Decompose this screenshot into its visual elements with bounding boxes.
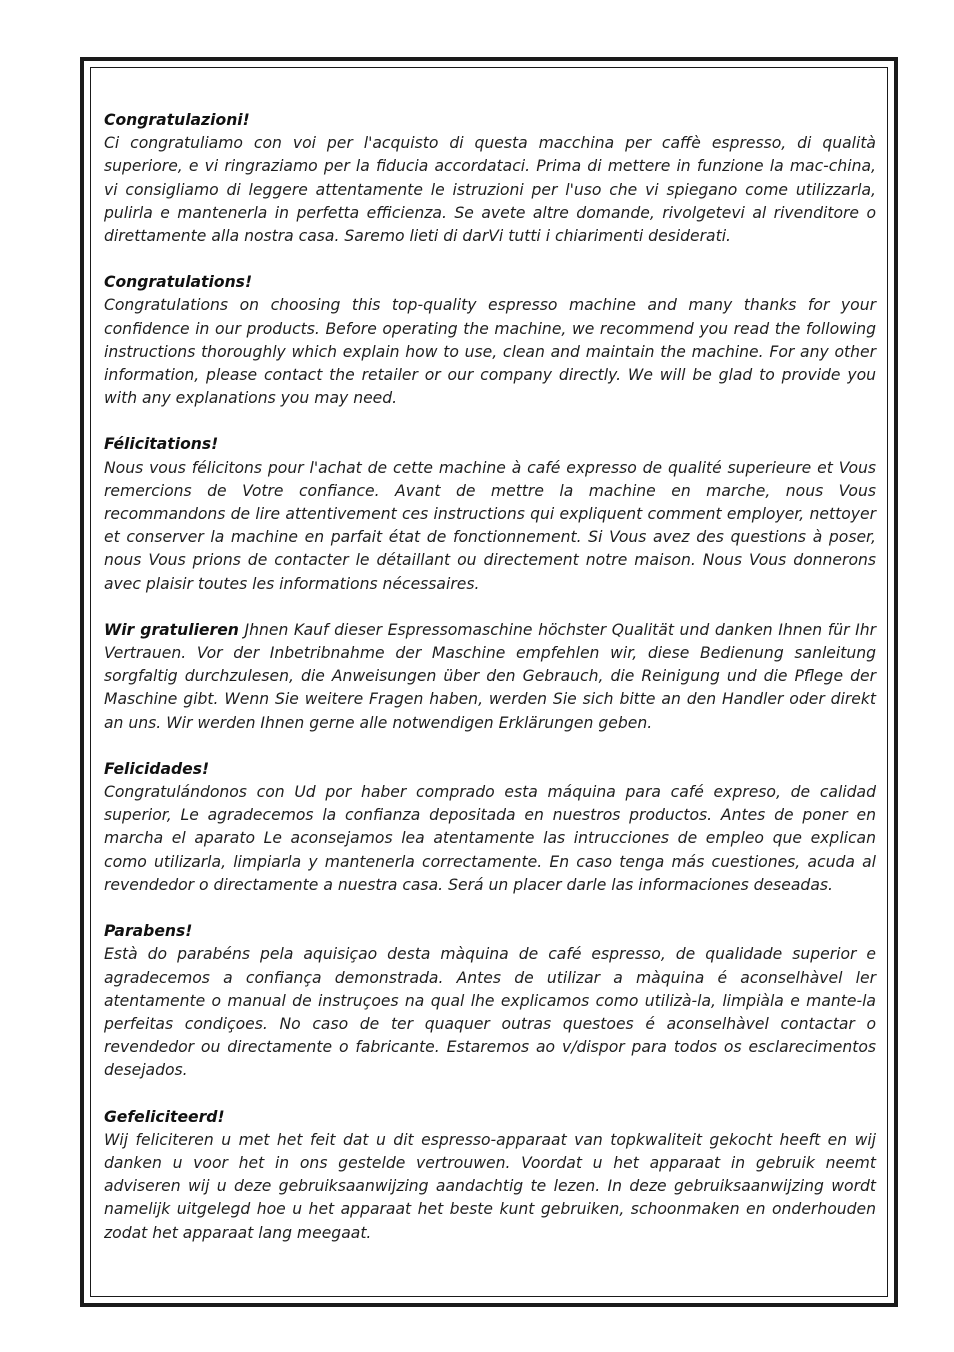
section-dutch [104, 1106, 876, 1245]
section-body-german: Jhnen Kauf dieser Espressomaschine höchster Qualität und danken Ihnen für Ihr Vertrauen. Vor der Inbetribnahme der Maschine empfehlen wir, diese Bedienung sanleitung sorgfaltig durchzulesen, die Anweisungen über den Gebrauch, die Reinigung und die Pflege der Maschine gibt. Wenn Sie weitere Fragen haben, werden Sie sich bitte an den Handler oder direkt an uns. Wir werden Ihnen gerne alle notwendigen Erklärungen geben. [104, 620, 876, 732]
section-french [104, 433, 876, 595]
section-italian [104, 109, 876, 248]
section-body-english: Congratulations on choosing this top-quality espresso machine and many thanks for your confidence in our products. Before operating the machine, we recommend you read the following instructions thoroughly which explain how to use, clean and maintain the machine. For any other information, please contact the retailer or our company directly. We will be glad to provide you with any explanations you may need. [104, 296, 876, 408]
document-body [104, 109, 876, 1268]
section-heading-french: Félicitations! [104, 435, 219, 454]
section-heading-spanish: Felicidades! [104, 759, 210, 778]
section-heading-italian: Congratulazioni! [104, 111, 250, 129]
section-body-portuguese: Està do parabéns pela aquisiçao desta màquina de café espresso, de qualidade superior e agradecemos a confiança demonstrada. Antes de utilizar a màquina é aconselhàvel ler atentamente o manual de instruçoes na qual lhe explicamos como utilizà-la, limpiàla e mante-la perfeitas condiçoes. No caso de ter quaquer outras questoes é aconselhàvel contactar o revendedor ou directamente o fabricante. Estaremos ao v/dispor para todos os esclarecimentos desejados. [104, 945, 876, 1080]
section-heading-dutch: Gefeliciteerd! [104, 1107, 225, 1126]
section-body-french: Nous vous félicitons pour l'achat de cette machine à café expresso de qualité superieure et Vous remercions de Votre confiance. Avant de mettre la machine en marche, nous Vous recommandons de lire attentivement ces instructions qui expliquent comment employer, nettoyer et conserver la machine en parfait état de fonctionnement. Si Vous avez des questions à poser, nous Vous prions de contacter le détaillant ou directement notre maison. Nous Vous donnerons avec plaisir toutes les informations nécessaires. [104, 458, 876, 593]
section-body-spanish: Congratulándonos con Ud por haber comprado esta máquina para café expreso, de calidad superior, Le agradecemos la confianza depositada en nuestros productos. Antes de poner en marcha el aparato Le aconsejamos lea atentamente las intrucciones de empleo que explican como utilizarla, limpiarla y mantenerla correctamente. En caso tenga más cuestiones, acuda al revendedor o directamente a nuestra casa. Será un placer darle las informaciones deseadas. [104, 783, 876, 894]
section-heading-german: Wir gratulieren [104, 620, 239, 639]
section-body-italian: Ci congratuliamo con voi per l'acquisto di questa macchina per caffè espresso, di qualità superiore, e vi ringraziamo per la fiducia accordataci. Prima di mettere in funzione la mac-china, vi consigliamo di leggere attentamente le istruzioni per l'uso che vi spiegano come utilizzarla, pulirla e mantenerla in perfetta efficienza. Se avete altre domande, rivolgetevi al rivenditore o direttamente alla nostra casa. Saremo lieti di darVi tutti i chiarimenti desiderati. [104, 134, 876, 246]
section-heading-portuguese: Parabens! [104, 922, 193, 941]
section-portuguese [104, 920, 876, 1082]
section-heading-english: Congratulations! [104, 273, 253, 292]
section-german [104, 619, 876, 735]
section-english [104, 271, 876, 410]
section-spanish [104, 758, 876, 897]
section-body-dutch: Wij feliciteren u met het feit dat u dit espresso-apparaat van topkwaliteit gekocht heeft en wij danken u voor het in ons gestelde vertrouwen. Voordat u het apparaat in gebruik neemt adviseren wij u deze gebruiksaanwijzing aandachtig te lezen. In deze gebruiksaanwijzing wordt namelijk uitgelegd hoe u het apparaat het beste kunt gebruiken, schoonmaken en onderhouden zodat het apparaat lang meegaat. [104, 1130, 876, 1242]
